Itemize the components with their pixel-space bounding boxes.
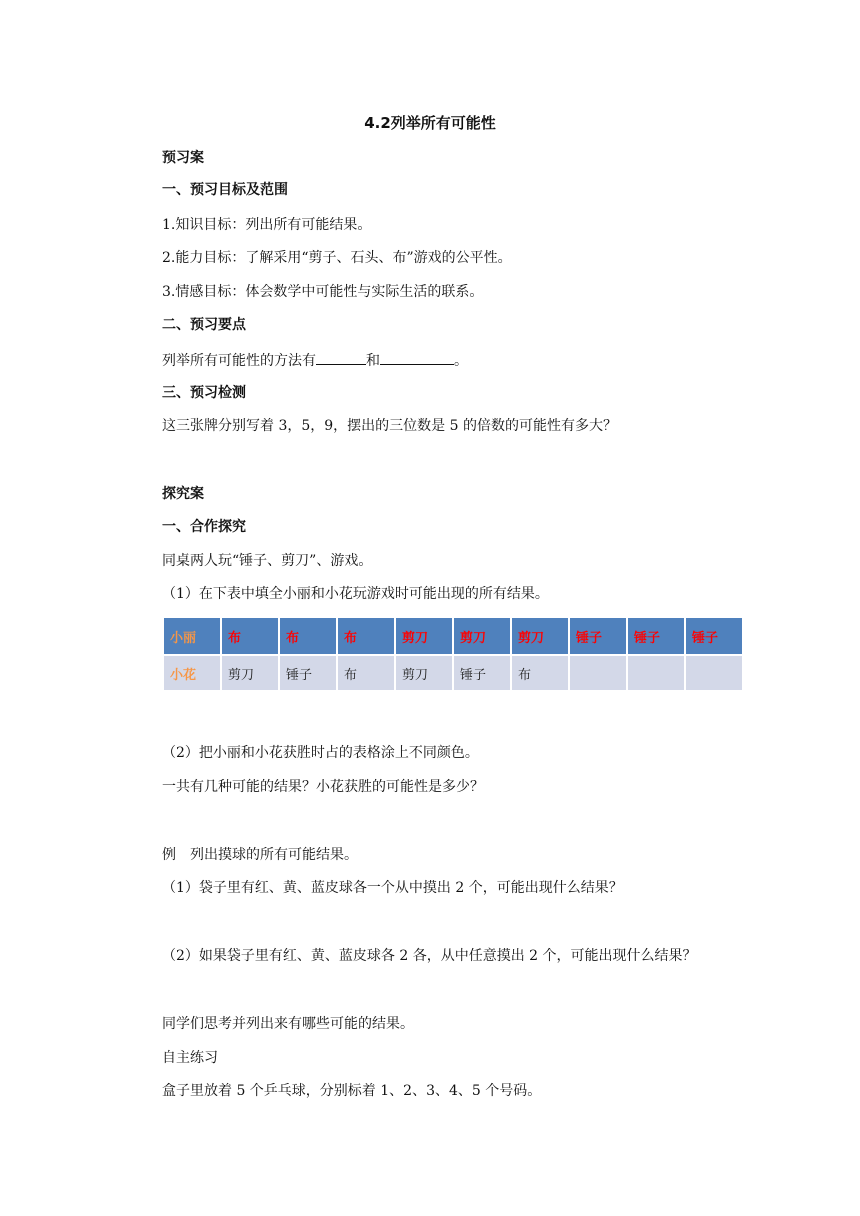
cooperative-explore-heading: 一、合作探究 [162, 519, 246, 535]
table-cell: 锤子 [628, 618, 684, 654]
table-cell: 布 [222, 618, 278, 654]
preview-check-heading: 三、预习检测 [162, 385, 246, 401]
preview-goals-heading: 一、预习目标及范围 [162, 182, 288, 198]
preview-heading: 预习案 [162, 150, 204, 166]
practice-text: 盒子里放着 5 个乒乓球，分别标着 1、2、3、4、5 个号码。 [162, 1083, 542, 1099]
table-row-xiaoli [164, 618, 742, 654]
table-cell: 锤子 [570, 618, 626, 654]
table-cell: 布 [280, 618, 336, 654]
table-cell: 锤子 [686, 618, 742, 654]
table-cell: 布 [338, 618, 394, 654]
keypoints-fill-sentence [162, 350, 468, 371]
explore-heading: 探究案 [162, 486, 204, 502]
table-cell: 布 [338, 656, 394, 690]
table-cell-empty[interactable] [628, 656, 684, 690]
goal-item-knowledge: 1.知识目标：列出所有可能结果。 [162, 217, 372, 233]
keypoints-text-after: 。 [454, 353, 468, 369]
table-cell: 小丽 [164, 618, 220, 654]
goal-item-ability: 2.能力目标：了解采用“剪子、石头、布”游戏的公平性。 [162, 250, 512, 266]
table-cell: 剪刀 [396, 656, 452, 690]
keypoints-text-middle: 和 [366, 353, 380, 369]
table-cell: 剪刀 [222, 656, 278, 690]
table-cell: 剪刀 [454, 618, 510, 654]
question-2: （2）把小丽和小花获胜时占的表格涂上不同颜色。 [162, 745, 479, 761]
example-question-2: （2）如果袋子里有红、黄、蓝皮球各 2 各，从中任意摸出 2 个，可能出现什么结果？ [162, 948, 697, 964]
table-row-xiaohua [164, 656, 742, 690]
goal-item-emotion: 3.情感目标：体会数学中可能性与实际生活的联系。 [162, 284, 484, 300]
game-intro: 同桌两人玩“锤子、剪刀”、游戏。 [162, 553, 373, 569]
example-question-1: （1）袋子里有红、黄、蓝皮球各一个从中摸出 2 个，可能出现什么结果？ [162, 880, 623, 896]
keypoints-text-before: 列举所有可能性的方法有 [162, 353, 316, 369]
table-cell: 锤子 [454, 656, 510, 690]
preview-check-question: 这三张牌分别写着 3，5，9，摆出的三位数是 5 的倍数的可能性有多大？ [162, 418, 617, 434]
fill-blank-1[interactable] [316, 350, 366, 365]
document-title: 4.2列举所有可能性 [364, 114, 496, 132]
think-prompt: 同学们思考并列出来有哪些可能的结果。 [162, 1016, 414, 1032]
example-heading: 例 列出摸球的所有可能结果。 [162, 847, 358, 863]
table-cell-empty[interactable] [570, 656, 626, 690]
table-cell: 锤子 [280, 656, 336, 690]
practice-heading: 自主练习 [162, 1050, 218, 1066]
table-cell-empty[interactable] [686, 656, 742, 690]
game-results-table [162, 616, 744, 692]
table-cell: 剪刀 [512, 618, 568, 654]
question-1: （1）在下表中填全小丽和小花玩游戏时可能出现的所有结果。 [162, 586, 549, 602]
preview-keypoints-heading: 二、预习要点 [162, 317, 246, 333]
fill-blank-2[interactable] [380, 350, 454, 365]
table-cell: 布 [512, 656, 568, 690]
table-cell: 小花 [164, 656, 220, 690]
table-cell: 剪刀 [396, 618, 452, 654]
question-2-follow: 一共有几种可能的结果？小花获胜的可能性是多少？ [162, 779, 484, 795]
